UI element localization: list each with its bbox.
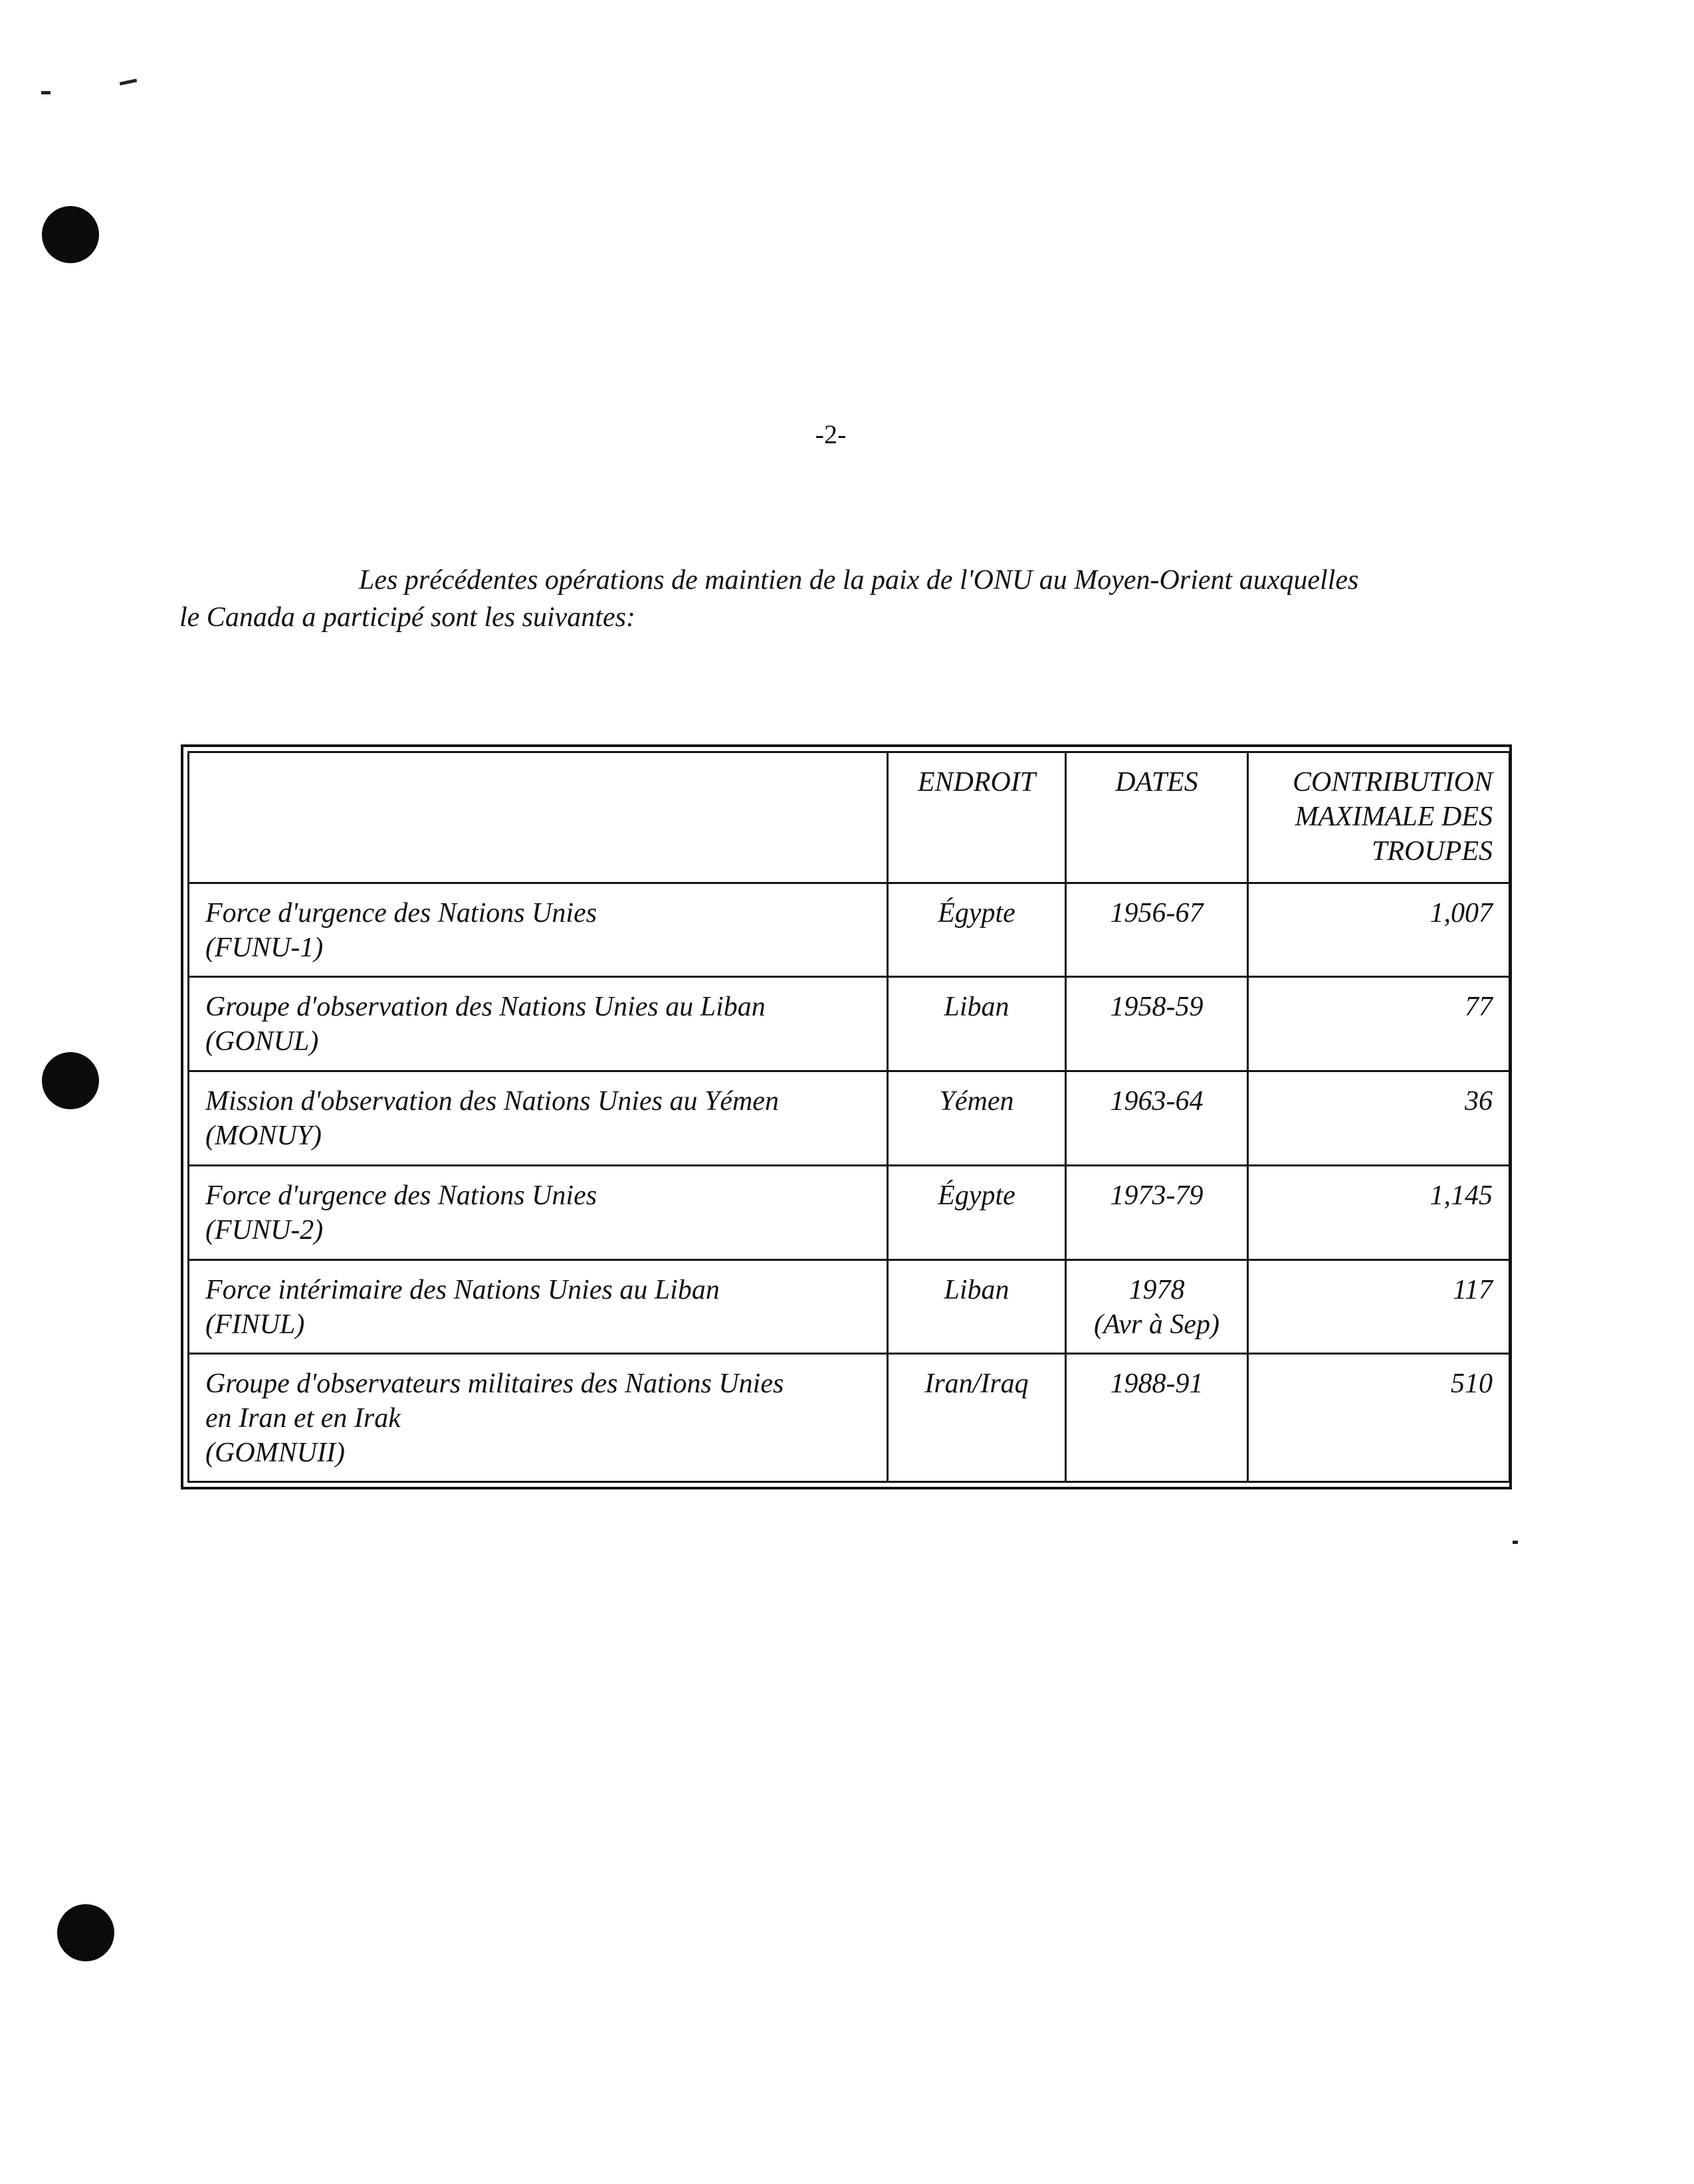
operation-acronym: (GONUL) [205,1026,319,1057]
operation-acronym: (GOMNUII) [205,1438,345,1469]
operation-dates: 1973-79 [1066,1165,1248,1259]
intro-line-2: le Canada a participé sont les suivantes: [179,602,635,633]
table-row [189,1071,1510,1166]
operation-name: Groupe d'observateurs militaires des Nations Unies [205,1368,784,1400]
operation-name-cell [189,883,888,977]
scan-mark [120,78,137,85]
punch-hole-middle [42,1052,99,1109]
scan-mark [1513,1541,1518,1544]
operation-name: Force intérimaire des Nations Unies au Liban [205,1274,720,1305]
operation-troops: 1,007 [1248,883,1510,977]
operation-acronym: (MONUY) [205,1121,322,1152]
operation-name-cell [189,1071,888,1166]
page-number: -2- [815,419,847,449]
scan-mark [41,91,51,94]
intro-paragraph [179,562,1502,636]
operation-place: Iran/Iraq [888,1354,1066,1482]
punch-hole-bottom [57,1904,114,1961]
operations-table-frame [181,744,1512,1489]
operation-name-cell [189,977,888,1071]
operation-troops: 510 [1248,1354,1510,1482]
operation-name: Groupe d'observation des Nations Unies au Liban [205,992,766,1023]
operation-dates: 1988-91 [1066,1354,1248,1482]
header-dates: DATES [1066,752,1248,883]
operation-troops: 77 [1248,977,1510,1071]
operation-place: Égypte [888,883,1066,977]
operation-dates: 1978 [1128,1274,1185,1305]
operations-table [187,751,1511,1483]
operation-dates: 1956-67 [1066,883,1248,977]
operation-place: Liban [888,977,1066,1071]
operation-name: Force d'urgence des Nations Unies [205,897,597,928]
table-row [189,883,1510,977]
operation-place: Égypte [888,1165,1066,1259]
table-row [189,1354,1510,1482]
table-header-row [189,752,1510,883]
table-row [189,977,1510,1071]
header-contribution-line-3: TROUPES [1372,836,1493,867]
punch-hole-top [42,206,99,263]
header-contribution-line-1: CONTRIBUTION [1292,767,1493,798]
header-operation [189,752,888,883]
header-place: ENDROIT [888,752,1066,883]
operation-acronym: (FINUL) [205,1309,305,1340]
operation-acronym: (FUNU-1) [205,932,324,963]
operation-dates: 1963-64 [1066,1071,1248,1166]
operation-dates: 1958-59 [1066,977,1248,1071]
table-row [189,1259,1510,1354]
operation-acronym: (FUNU-2) [205,1214,324,1246]
operation-name: Mission d'observation des Nations Unies au Yémen [205,1086,779,1117]
table-row [189,1165,1510,1259]
intro-line-1: Les précédentes opérations de maintien de la paix de l'ONU au Moyen-Orient auxquelles [359,565,1359,596]
operation-name-cell [189,1259,888,1354]
operation-troops: 36 [1248,1071,1510,1166]
operation-name-cell [189,1165,888,1259]
operation-place: Liban [888,1259,1066,1354]
operation-dates-note: (Avr à Sep) [1094,1309,1219,1340]
operation-dates-cell [1066,1259,1248,1354]
header-contribution [1248,752,1510,883]
operation-name: Force d'urgence des Nations Unies [205,1180,597,1211]
operation-name-cell [189,1354,888,1482]
operation-troops: 117 [1248,1259,1510,1354]
operation-troops: 1,145 [1248,1165,1510,1259]
operation-place: Yémen [888,1071,1066,1166]
operation-name-line-2: en Iran et en Irak [205,1403,401,1434]
header-contribution-line-2: MAXIMALE DES [1295,802,1493,832]
